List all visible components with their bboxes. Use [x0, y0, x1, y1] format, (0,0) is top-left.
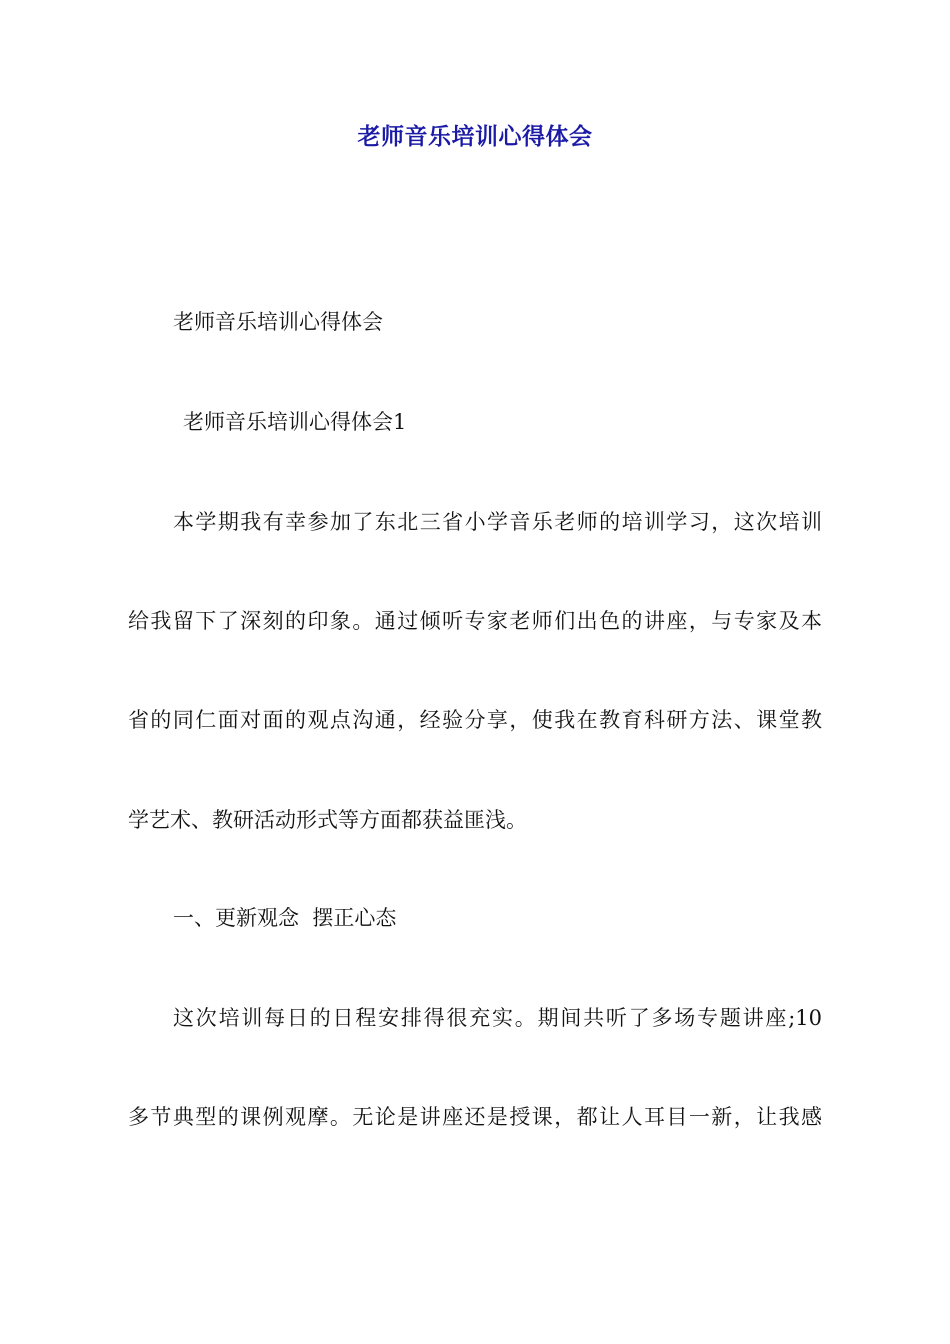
document-heading: 老师音乐培训心得体会 — [173, 310, 383, 334]
paragraph-2-line-1: 这次培训每日的日程安排得很充实。期间共听了多场专题讲座;10 — [173, 1006, 822, 1030]
paragraph-1-line-1: 本学期我有幸参加了东北三省小学音乐老师的培训学习，这次培训 — [173, 510, 822, 534]
paragraph-1-line-3: 省的同仁面对面的观点沟通，经验分享，使我在教育科研方法、课堂教 — [128, 708, 822, 732]
document-title: 老师音乐培训心得体会 — [357, 124, 593, 150]
paragraph-1-line-4: 学艺术、教研活动形式等方面都获益匪浅。 — [128, 808, 527, 832]
document-subheading: 老师音乐培训心得体会1 — [183, 410, 407, 434]
paragraph-2-line-2: 多节典型的课例观摩。无论是讲座还是授课，都让人耳目一新，让我感 — [128, 1105, 822, 1129]
section-1-title: 一、更新观念 摆正心态 — [173, 906, 397, 930]
paragraph-1-line-2: 给我留下了深刻的印象。通过倾听专家老师们出色的讲座，与专家及本 — [128, 609, 822, 633]
